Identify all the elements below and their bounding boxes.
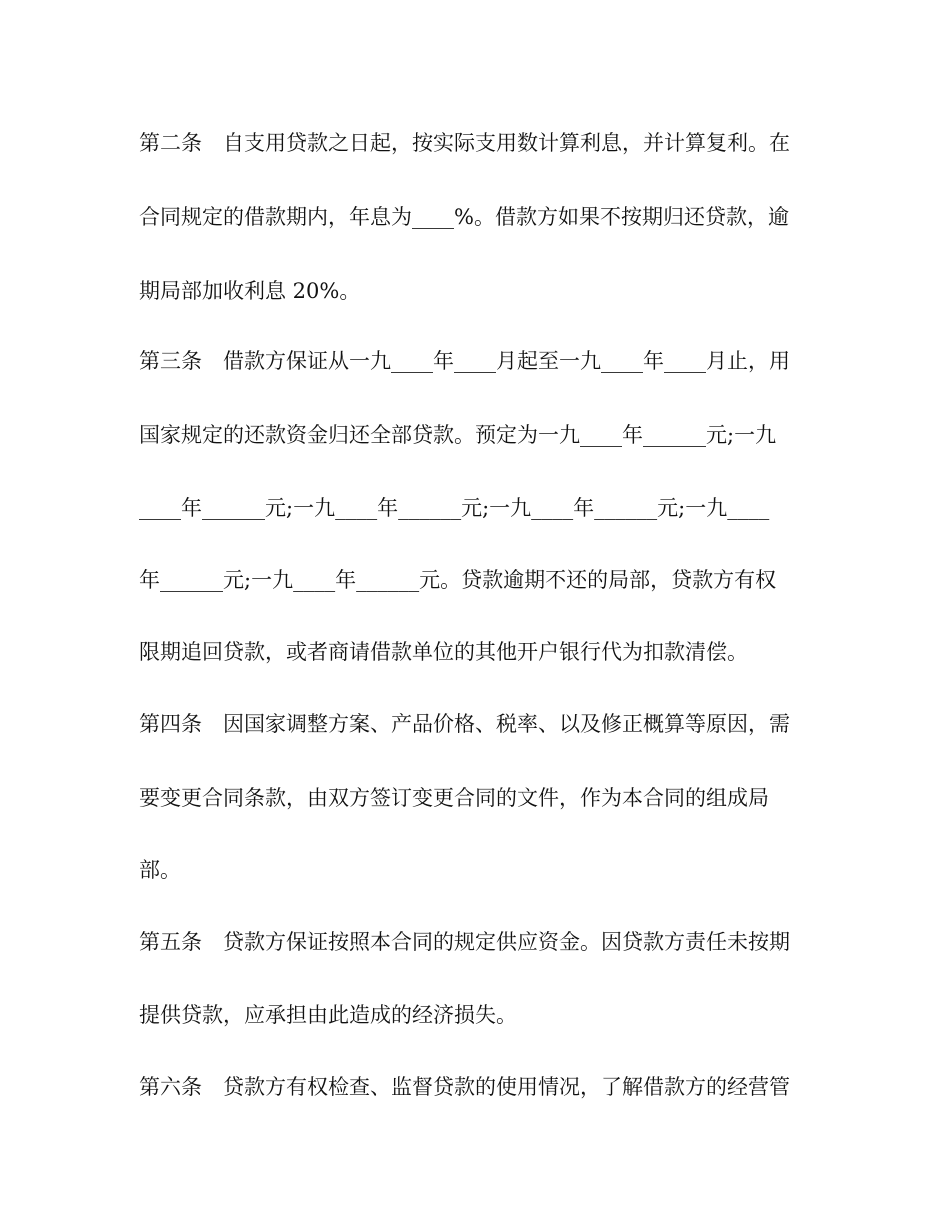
article-4-line-1: 第四条 因国家调整方案、产品价格、税率、以及修正概算等原因，需 (139, 712, 790, 736)
article-2-line-2: 合同规定的借款期内，年息为____%。借款方如果不按期归还贷款，逾 (139, 205, 789, 229)
article-4-line-3: 部。 (139, 858, 181, 882)
article-2-line-3: 期局部加收利息 20%。 (139, 279, 361, 303)
article-5-line-1: 第五条 贷款方保证按照本合同的规定供应资金。因贷款方责任未按期 (139, 930, 790, 954)
article-3-line-4: 年______元;一九____年______元。贷款逾期不还的局部，贷款方有权 (139, 568, 777, 592)
article-3-line-1: 第三条 借款方保证从一九____年____月起至一九____年____月止，用 (139, 349, 790, 373)
article-6-line-1: 第六条 贷款方有权检查、监督贷款的使用情况，了解借款方的经营管 (139, 1075, 790, 1099)
article-4-line-2: 要变更合同条款，由双方签订变更合同的文件，作为本合同的组成局 (139, 786, 769, 810)
article-3-line-2: 国家规定的还款资金归还全部贷款。预定为一九____年______元;一九 (139, 423, 777, 447)
article-3-line-3: ____年______元;一九____年______元;一九____年______元;一九____ (139, 496, 770, 520)
article-3-line-5: 限期追回贷款，或者商请借款单位的其他开户银行代为扣款清偿。 (139, 640, 748, 664)
article-5-line-2: 提供贷款，应承担由此造成的经济损失。 (139, 1003, 517, 1027)
article-2-line-1: 第二条 自支用贷款之日起，按实际支用数计算利息，并计算复利。在 (139, 131, 790, 155)
